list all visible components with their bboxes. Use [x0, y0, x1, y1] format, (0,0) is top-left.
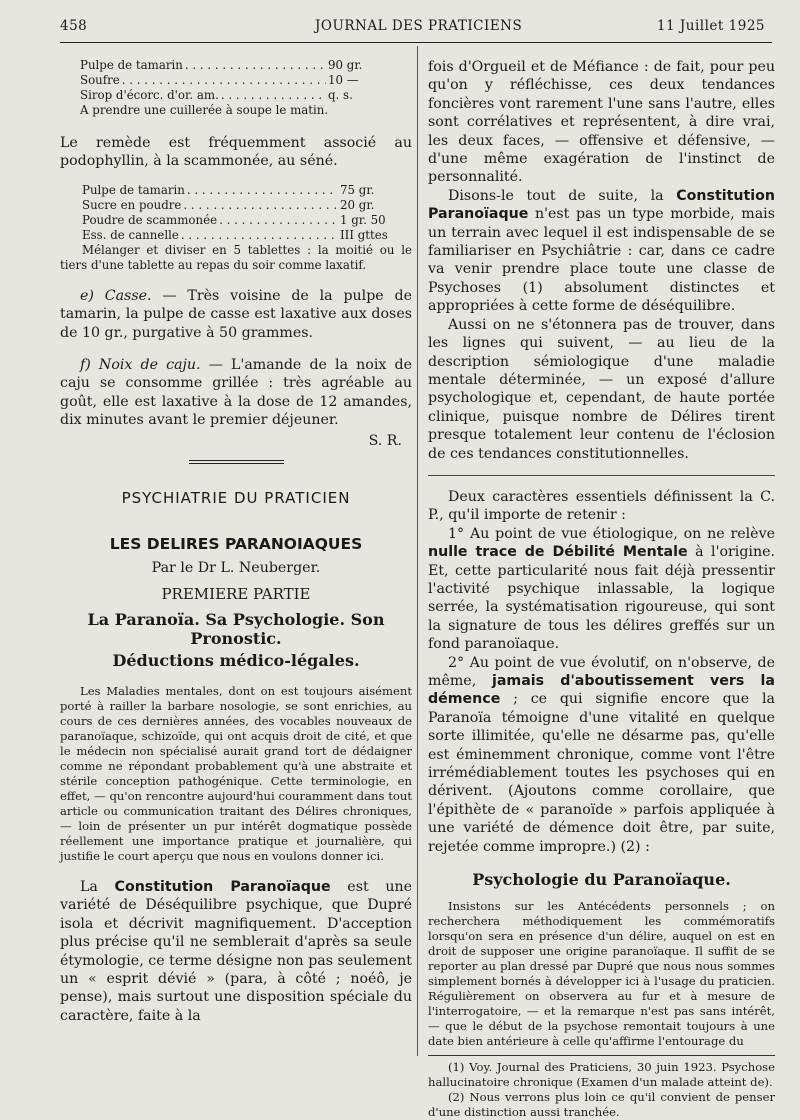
rx-line: Poudre de scammonée . . . 1 gr. 50 [82, 213, 392, 228]
journal-title: JOURNAL DES PRATICIENS [315, 18, 523, 34]
section-rule [428, 475, 775, 476]
rx-line: Sirop d'écorc. d'or. am. . . . q. s. [80, 88, 380, 103]
footnote-rule [428, 1055, 775, 1056]
paragraph: fois d'Orgueil et de Méfiance : de fait, pour peu qu'on y réfléchisse, ces deux tendances foncières vont rarement l'une sans l'autre, elles sont corrélatives et représentent, à dire vrai, les deux faces, — offensive et défensive, — d'une même exagération de l'instinct de personnalité. [428, 59, 775, 186]
subtitle: Déductions médico-légales. [112, 650, 360, 670]
issue-date: 11 Juillet 1925 [656, 18, 765, 34]
section-divider [189, 460, 284, 464]
paragraph-casse: e) Casse. — Très voisine de la pulpe de tamarin, la pulpe de casse est laxative aux doses de 10 gr., purgative à 50 grammes. [60, 287, 412, 341]
rx-line: Sucre en poudre . . . 20 gr. [82, 198, 392, 213]
paragraph: 1° Au point de vue étiologique, on ne relève nulle trace de Débilité Mentale à l'origine. Et, cette particularité nous fait déjà pressentir l'activité psychique inlassable, la logique serrée, la systématisation rigoureuse, qui sont la signature de tous les délires greffés sur un fond paranoïaque. [428, 525, 775, 653]
page-header [60, 18, 765, 40]
page-number: 458 [60, 18, 88, 34]
subtitle: La Paranoïa. Sa Psychologie. Son Pronostic. [87, 609, 385, 648]
byline: Par le Dr L. Neuberger. [151, 560, 321, 577]
paragraph: Disons-le tout de suite, la Constitution Paranoïaque n'est pas un type morbide, mais un terrain avec lequel il est indispensable de se familiariser en Psychiâtrie : car, dans ce cadre va venir prendre place toute une classe de Psychoses (1) absolument distinctes et appropriées à cette forme de déséquilibre. [428, 187, 775, 315]
prescription-2 [82, 183, 392, 243]
signature: S. R. [368, 432, 402, 449]
intro-paragraph: Les Maladies mentales, dont on est toujours aisément porté à railler la barbare nosologie, se sont enrichies, au cours de ces dernières années, des vocables nouveaux de paranoïaque, schizoïde, qui ont acquis droit de cité, et que le médecin non spécialisé aurait grand tort de dédaigner comme ne répondant probablement qu'à une abstraite et stérile conception pathogénique. Cette terminologie, en effet, — qu'on rencontre aujourd'hui couramment dans tout article ou communication traitant des Délires chroniques, — loin de présenter un pur intérêt dogmatique possède réellement une importance pratique et journalière, qui justifie le court aperçu que nous en voulons donner ici. [60, 683, 412, 863]
paragraph: Aussi on ne s'étonnera pas de trouver, dans les lignes qui suivent, — au lieu de la description sémiologique d'une maladie mentale déterminée, — un exposé d'allure psychologique et, cependant, de haute portée clinique, puisque nombre de Délires tirent presque totalement leur contenu de l'éclosion de ces tendances constitutionnelles. [428, 316, 775, 462]
header-rule [60, 42, 772, 43]
paragraph-noix: f) Noix de caju. — L'amande de la noix de caju se consomme grillée : très agréable au goût, elle est laxative à la dose de 12 amandes, dix minutes avant le premier déjeuner. [60, 357, 412, 429]
paragraph: 2° Au point de vue évolutif, on n'observe, de même, jamais d'aboutissement vers la démence ; ce qui signifie encore que la Paranoïa témoigne d'une vitalité en quelque sorte illimitée, qu'elle ne désarme pas, qu'elle est éminemment chronique, comme vont l'être irrémédiablement toutes les psychoses qui en dérivent. (Ajoutons comme corollaire, que l'épithète de « paranoïde » parfois appliquée à une variété de démence doit être, par suite, rejetée comme impropre.) (2) : [428, 654, 775, 855]
part-heading: PREMIERE PARTIE [161, 585, 311, 604]
right-column [428, 58, 775, 1120]
paragraph-constitution: La Constitution Paranoïaque est une variété de Déséquilibre psychique, que Dupré isola et décrivit magnifiquement. D'acception plus précise qu'il ne semblerait d'après sa seule étymologie, ce terme désigne non pas seulement un « esprit dévié » (para, à côté ; noéô, je pense), mais surtout une disposition spéciale du caractère, faite à la [60, 878, 412, 1024]
rx-line: Pulpe de tamarin . . . 90 gr. [80, 58, 380, 73]
paragraph: Insistons sur les Antécédents personnels ; on recherchera méthodiquement les commémoratifs lorsqu'on sera en présence d'un délire, auquel on est en droit de supposer une origine paranoïaque. Il suffit de se reporter au plan dressé par Dupré que nous nous sommes simplement bornés à développer ici à l'usage du praticien. Régulièrement on observera au fur et à mesure de l'interrogatoire, — et la remarque n'est pas sans intérêt, — que le début de la psychose remontait toujours à une date bien antérieure à celle qu'affirme l'entourage du [428, 899, 775, 1049]
rx-line: Pulpe de tamarin . . . 75 gr. [82, 183, 392, 198]
rx-note: A prendre une cuillerée à soupe le matin. [80, 103, 329, 117]
section-heading: PSYCHIATRIE DU PRATICIEN [121, 489, 351, 508]
rx-line: Soufre . . . 10 — [80, 73, 380, 88]
rx-line: Ess. de cannelle . . . III gttes [82, 228, 392, 243]
paragraph: Le remède est fréquemment associé au podophyllin, à la scammonée, au séné. [60, 135, 412, 170]
column-divider [417, 46, 418, 1056]
footnote-2: (2) Nous verrons plus loin ce qu'il convient de penser d'une distinction aussi tranchée. [428, 1090, 775, 1120]
prescription-1 [80, 58, 380, 118]
subheading: Psychologie du Paranoïaque. [472, 870, 731, 890]
rx-note: Mélanger et diviser en 5 tablettes : la moitié ou le tiers d'une tablette au repas du soir comme laxatif. [60, 242, 412, 272]
left-column [60, 58, 412, 1025]
paragraph: Deux caractères essentiels définissent la C. P., qu'il importe de retenir : [428, 488, 775, 524]
article-title: LES DELIRES PARANOIAQUES [109, 535, 363, 554]
footnote-1: (1) Voy. Journal des Praticiens, 30 juin 1923. Psychose hallucinatoire chronique (Examen d'un malade atteint de). [428, 1060, 775, 1090]
